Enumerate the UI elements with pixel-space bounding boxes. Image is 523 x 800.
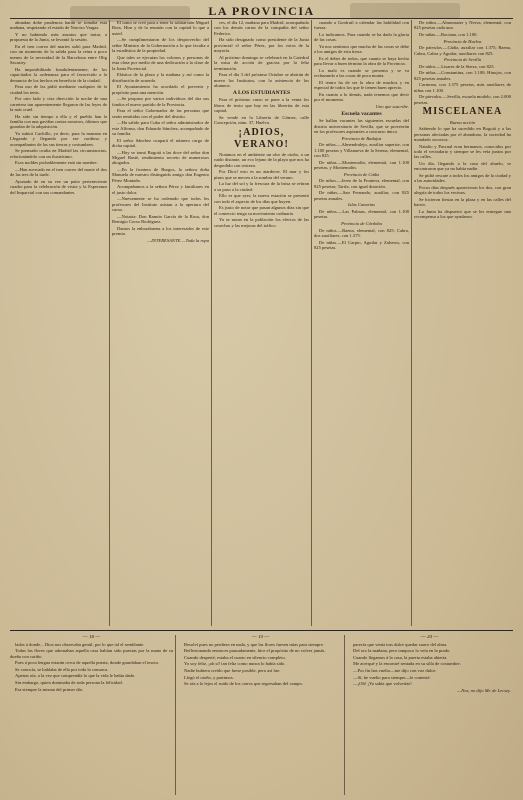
paragraph: El Ayuntamiento ha acordado el porvenir y propósito para una mención.	[112, 84, 209, 95]
section-heading: ¡ADIOS, VERANO!	[233, 126, 290, 150]
paragraph: Por otro lado y otra dirección la noche de una carretera tan aparentemente llegaron de las leyes de la más cruel.	[10, 96, 107, 113]
paragraph: Y no habiendo más asuntos que tratar, a propuesta de la Junta, se levantó la sesión.	[10, 32, 107, 43]
paragraph: lados á donde... Dios nos observaba gentil, por lo que tal el semblante.	[15, 641, 145, 647]
paragraph: Pues á poca lengua estarán cerca de aquella puerta, donde guardaban el tesoro.	[15, 660, 160, 666]
subheading: Buena acción	[449, 119, 476, 125]
page-number: — 20 —	[420, 635, 439, 640]
paragraph: Cuando desperté, estaba el cuarto en silencio completo.	[184, 654, 286, 660]
paragraph: De niñas.—Rociana, con 1.100.	[419, 32, 478, 37]
page-number: — 19 —	[251, 635, 270, 640]
newspaper-title: LA PROVINCIA	[208, 4, 315, 18]
signature-line: Uno que suscribe.	[375, 104, 409, 109]
paragraph: En cuanto a lo demás, nada tenemos que decir por el momento.	[314, 92, 409, 103]
page-number: — 18 —	[82, 635, 101, 640]
paragraph: La luz del sol y la frescura de la brisa se retiran a su paso a la ciudad.	[214, 181, 309, 192]
paragraph: Todas las flores que adornaban aquella casa habían sido puestas por la mano de su dueña con cariño.	[10, 648, 173, 659]
paragraph: ces, el día 12, mañana para Madrid, acompañado con los demás cartas de la compañía del señor Federico.	[214, 20, 309, 36]
paragraph: Sin embargo, quien dominaba de toda persona la felicidad.	[15, 679, 123, 685]
section-heading: MISCELANEA	[422, 106, 503, 118]
paragraph: —Se cumplimentaron de los desprovecho del señor Ministro de la Gobernación a lo que faculta a la estadística de la propiedad.	[112, 37, 209, 54]
paragraph: Al próximo domingo se celebrará en la Catedral la misa de acción de gracias por la feliz terminación.	[214, 54, 309, 71]
paragraph: Notamos en el ambiente un olor de otoño, a un ruido distante, un eco lejano de la playa que nos ha despedido con tristeza.	[214, 152, 309, 168]
paragraph: Para el próximo curso se pone a la venta los libros de texto que hay en las librerías de esta capital.	[214, 97, 309, 114]
paragraph: Ya subirá Cuchillo, ya decir, para la manana en Llegando y llegando por ese cariñoso y acompañantes de las sus tierras y costumbres.	[10, 131, 107, 147]
paragraph: De niños.—Almendralejo, auxiliar superior, con 1.100 pesetas y Villanueva de la Serena, elemental, con 825.	[314, 142, 409, 159]
paragraph: Es el deber de todos, que cuanto se haya hecho para llevar a buen término la obra de la Provincia.	[314, 56, 409, 67]
paragraph: De párvulos.—Cádiz, auxiliar con 1.375; Baena, Cabra, Cabra y Aguilar, auxiliares con 825.	[414, 45, 511, 56]
paragraph: El teatro ha de ser la obra de muchos y en especial de todos los que le tienen buen aprecio.	[314, 80, 409, 91]
paragraph: Sabiendo lo que ha sucedido en Bogotá y a las personas afectadas por el abandono, la sociedad ha mandado socorros.	[414, 126, 511, 142]
paragraph: Ayunado de en su vez un patio perteneciente cuadro para la celebración de visita y la Esperanza del Imparcial con sus comandantes.	[10, 179, 107, 195]
paragraph: El tomo se creó para a tener la salutarsión Miguel Boix, Hirn y de la reunión con la capital lo que a usted.	[112, 20, 209, 36]
paragraph: De párvulos.—Sevilla, escuela modelo, con 2.000 pesetas.	[414, 94, 511, 105]
paragraph: De niños.—Las Palmas, elemental, con 1.100 pesetas.	[314, 208, 409, 220]
paragraph: Pocos días después aparecieron los dos, con gran alegría de todos los vecinos.	[414, 184, 511, 196]
paragraph: Que tales se ejecutan los colonos y personas de esta clase por medio de una dedicación a la clase de la Junta Provincial.	[112, 54, 209, 71]
paragraph: De niñas.—Constantina, con 1.100; Hinojos, con 825 pesetas anuales.	[414, 70, 511, 81]
paragraph: —Nuevamente se ha ordenado que todos los profesores del Instituto asistan a la apertura del curso.	[112, 196, 209, 213]
paragraph: Ya nos sentimos que mucha de las cosas se debe a los amigos de esta tierra.	[314, 44, 409, 55]
paragraph: —Han acercado en el tren correo del marte el dos de las tres de la tarde.	[10, 167, 107, 178]
paragraph: Me acerqué y la encontré sentada en su silla de costumbre.	[353, 661, 461, 667]
paragraph: Cuando llegamos á la casa, la puerta estaba abierta.	[353, 654, 448, 660]
paragraph: De niños.—Baena, elemental, con 825; Cabra, dos auxiliares, con 1.375.	[314, 227, 409, 238]
paragraph: De niños.—Jerez de la Frontera, elemental, con 825 pesetas; Tarifa, con igual dotación.	[314, 178, 409, 189]
paragraph: Acompañamos a la señora Pérez y familiares en el justo dolor.	[112, 184, 209, 195]
masthead	[0, 2, 523, 18]
paragraph: El señor Sánchez ocupará el número cargo de dicha capital.	[112, 137, 209, 149]
paragraph: Carmona, con 1.375 pesetas, más auxiliares de niñas con 1.100.	[414, 82, 511, 93]
paragraph: Lo malo es cuando se presenta y se va rechazando a las cosas de poca monta.	[314, 68, 409, 79]
paragraph: Lo indicamos. Para cuando se ha dado la gloria de las cosas.	[314, 32, 409, 43]
paragraph: Yo soy feliz, ¡oh sí! tan feliz como nunca lo había sido.	[184, 661, 286, 667]
subheading: Provincia de Sevilla	[443, 57, 482, 63]
folletin-page-20	[348, 635, 513, 795]
paragraph: Para el señor Gobernador de las personas que serán remitidas con el poder del distrito.	[112, 108, 209, 119]
paragraph: Reflexionando entonces pausadamente, hice el propósito de no volver jamás.	[184, 648, 326, 654]
folletin-page-18	[10, 635, 176, 795]
paragraph: Se vende en la Librería de Gómez, calle Concepción, núm. 37, Huelva.	[214, 114, 309, 126]
folletin-page-19	[179, 635, 345, 795]
paragraph: Damos la enhorabuena a los interesados de este premio.	[112, 225, 209, 237]
paragraph: Se oía a lo lejos el ruido de los carros que regresaban del campo.	[184, 681, 303, 687]
paragraph: Nadie hubiera creído que fuese posible, pero así fue.	[184, 667, 281, 673]
paragraph: De niños.—Lisares de la Sierra, con 825.	[419, 63, 495, 69]
paragraph: Natalio y Pascual eran hermanos, conocidos por todo el vecindario y siempre se les veía juntos por las calles.	[414, 143, 511, 160]
paragraph: Por Dios! esto es un atardecer. El mar y los pinos que se mecen a la sombra del verano.	[214, 169, 309, 180]
paragraph: Se hallan vacantes las siguientes escuelas del distrito universitario de Sevilla, que se proveerán en los profesores aspirantes a concurso único.	[314, 118, 409, 135]
paragraph: Del oro la mañana, pero tampoco lo veía en la prado.	[353, 648, 451, 654]
column-1	[10, 20, 110, 626]
paragraph: Ya se notan en la población los efectos de las cosechas y las mejoras del tráfico.	[214, 217, 309, 228]
subheading: Provincia de Cádiz	[343, 171, 380, 177]
paragraph: Apenas oía, a la vez que comprendía lo que la vida le había dado.	[15, 673, 136, 679]
section-heading: A LOS ESTUDIANTES	[232, 89, 291, 96]
paragraph: cuando a Gonfruil a calendar las habilidad con fuerza.	[314, 20, 409, 31]
column-4	[314, 20, 412, 626]
paragraph: Elástica de la plaza y la mañana y así como la distribución de acuerdo.	[112, 72, 209, 83]
paragraph: Es justo de notar que pasan algunos días sin que el comercio tenga su movimiento ordinario.	[214, 205, 309, 216]
paragraph: En el tren correo del martes salió para Madrid, con un momento de la salida para la reina a poco menos de la necesidad de la Barcelona entre Olig Sacastry.	[10, 44, 107, 66]
paragraph: —Ha salido para Cuba el señor administrador de este Alfonso, don Eduardo Sánchez, acompañado de su familia.	[112, 120, 209, 137]
paragraph: —Se propuso por varios individuos del dar sus fondos el nuevo partido de la Provincia.	[112, 96, 209, 107]
column-5	[414, 20, 513, 626]
paragraph: Era siempre la misma del primer día.	[15, 686, 83, 692]
column-2	[112, 20, 212, 626]
paragraph: parecía que venía tras dulce quedar suave del alma.	[353, 641, 448, 647]
paragraph: —Sí, he vuelto para siempre—le contesté.	[353, 674, 431, 680]
upper-columns	[10, 20, 513, 626]
paragraph: De niñas.—San Fernando, auxiliar, con 825 pesetas anuales.	[314, 190, 409, 201]
folletin-divider	[10, 630, 513, 631]
paragraph: —¡Oh! ¡Ya sabía que volverías!	[353, 681, 412, 687]
paragraph: Se pidió rescate a todos los amigos de la ciudad y a las autoridades.	[414, 172, 511, 184]
paragraph: Para el día 3 del próximo Octubre se abrirán de nuevo los Institutos, con la asistencia de los alumnos.	[214, 72, 309, 89]
paragraph: Se hicieron fiestas en la plaza y en las calles del barrio.	[414, 196, 511, 208]
paragraph: De niñas.—El Carpio, Aguilar y Zuheros, con 825 pesetas.	[314, 239, 409, 250]
paragraph: Se prensado oculta en Madrid las circunstancias, relacionándolo con un ilustrísimo.	[10, 148, 107, 159]
paragraph: Ha sido designado como presidente de la Junta provincial el señor Pérez, por los votos de la mayoría.	[214, 37, 309, 54]
paragraph: Llegó el otoño, y partimos.	[184, 674, 234, 680]
signature-line: —INTERESANTE.—Toda la ropa	[147, 237, 209, 243]
subheading: Provincia de Córdoba	[341, 220, 382, 226]
column-3	[214, 20, 312, 626]
paragraph: —Por fin has vuelto—me dijo con voz dulce.	[353, 667, 437, 673]
paragraph: De niños.—Almonaster y Nerva, elemental, con 825 pesetas cada una.	[414, 20, 511, 31]
paragraph: La Junta ha dispuesto que se les entregue una recompensa a los que ayudaron.	[414, 208, 511, 220]
subheading: Provincia de Huelva	[443, 38, 482, 44]
paragraph: Para uso de las pidió mediante cualquier de la ciudad los tenis.	[10, 84, 107, 95]
paragraph: Ello es que ayer, la nueva estación se presentó con todo el aspecto de los días que huyen.	[214, 193, 309, 204]
subheading: Islas Canarias	[348, 202, 375, 208]
paragraph: —En la frontera de Burgos, la señora doña Manuela de nuestro distinguido amigo don Eugenio Pérez Montaño.	[112, 167, 209, 183]
paragraph: Esos moldes probablemente está sin nombre.	[15, 160, 98, 166]
paragraph: Ha sido sin tiempo a ella y el pueblo han la familia con una gaviñas contra nosotros, últimos que guardan de la adquisición.	[10, 113, 107, 130]
section-heading: Escuela vacantes	[341, 110, 382, 117]
folletin-section	[10, 635, 513, 795]
subheading: Provincia de Badajoz	[341, 135, 382, 141]
paragraph: Un día, llegando a la casa del abuelo, se encontraron que ya no había nadie.	[414, 160, 511, 172]
paragraph: Resolví pues no perdiera en nada, y que las flores fuesen mías para siempre.	[184, 641, 324, 647]
paragraph: Ha imposibilitado fraudulentamente, de los capacitados la ordenanza para el favorecido a la denuncia de los hechos en beneficio de la ciudad.	[10, 66, 107, 83]
paragraph: De niñas.—Montemolín, elemental, con 1.100 pesetas, y Montemolín.	[314, 159, 409, 171]
paragraph: Se conocía, se hablaba de ella por toda la comarca.	[15, 666, 109, 672]
paragraph: —Hoy se tomó Bogotá a las doce del señor don Miguel Bastè, rendimiento secreto de numerosos abogados.	[112, 149, 209, 166]
paragraph: abundan dobe prudencia harán se tomaba esta mañana, respetando el estado de Narciso Vargas.	[10, 20, 107, 31]
header-rule	[10, 18, 513, 19]
paragraph: —Notaria: Don Ramón García de la Rosa, don Remigio Corso Rodríguez.	[112, 213, 209, 225]
signature-line: —Nos, no dijo Mr. de Lecsey.	[457, 687, 511, 693]
